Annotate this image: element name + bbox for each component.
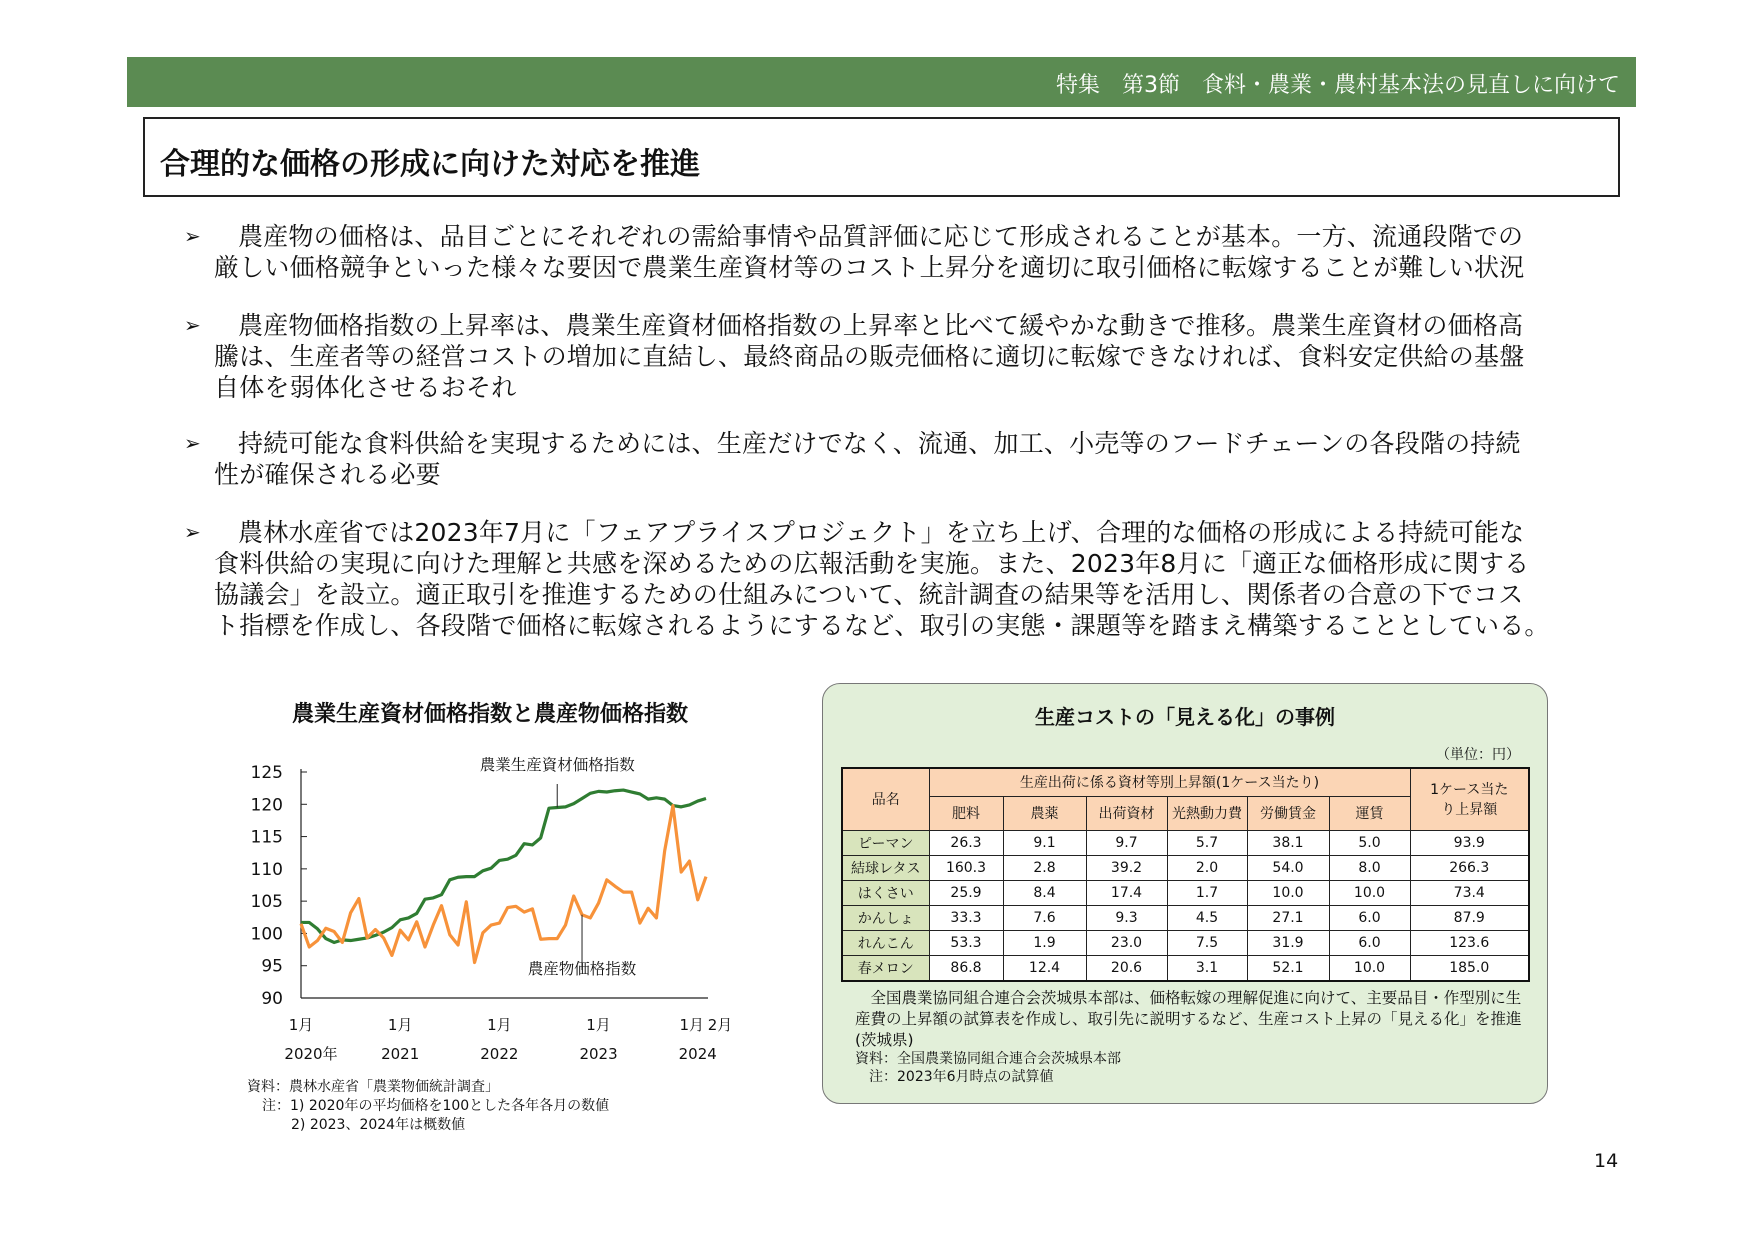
table-row <box>842 930 1529 955</box>
x-tick-month-label: 2月 <box>707 1016 733 1034</box>
value-cell: 160.3 <box>929 855 1003 880</box>
column-header: 肥料 <box>929 796 1003 830</box>
value-cell: 52.1 <box>1247 955 1329 981</box>
item-name-cell: 結球レタス <box>842 855 929 880</box>
header-item-name: 品名 <box>842 768 929 830</box>
bullet-text: 食料供給の実現に向けた理解と共感を深めるための広報活動を実施。また、2023年8月に「適正な価格形成に関する <box>214 549 1530 578</box>
x-tick-year-label: 2024 <box>678 1045 717 1063</box>
column-header: 農薬 <box>1003 796 1086 830</box>
total-cell: 87.9 <box>1410 905 1529 930</box>
item-name-cell: 春メロン <box>842 955 929 981</box>
value-cell: 2.8 <box>1003 855 1086 880</box>
x-tick-month-label: 1月 <box>288 1016 314 1034</box>
value-cell: 10.0 <box>1329 955 1410 981</box>
series-line-input-price-index <box>301 790 706 942</box>
table-row <box>842 855 1529 880</box>
value-cell: 12.4 <box>1003 955 1086 981</box>
value-cell: 27.1 <box>1247 905 1329 930</box>
bullet-arrow-icon: ➢ <box>184 224 201 248</box>
y-tick-label: 90 <box>261 989 283 1009</box>
cost-table <box>841 767 1530 982</box>
section-title: 特集 第3節 食料・農業・農村基本法の見直しに向けて <box>1056 73 1620 98</box>
value-cell: 23.0 <box>1086 930 1167 955</box>
column-header: 出荷資材 <box>1086 796 1167 830</box>
bullet-item <box>184 517 1604 641</box>
value-cell: 8.4 <box>1003 880 1086 905</box>
value-cell: 7.6 <box>1003 905 1086 930</box>
value-cell: 8.0 <box>1329 855 1410 880</box>
value-cell: 17.4 <box>1086 880 1167 905</box>
page-number: 14 <box>1594 1150 1619 1172</box>
value-cell: 33.3 <box>929 905 1003 930</box>
value-cell: 25.9 <box>929 880 1003 905</box>
x-tick-year-label: 2023 <box>579 1045 618 1063</box>
y-tick-label: 100 <box>250 924 283 945</box>
value-cell: 26.3 <box>929 830 1003 855</box>
bullet-text: 農産物の価格は、品目ごとにそれぞれの需給事情や品質評価に応じて形成されることが基本。一方、流通段階での <box>238 222 1524 251</box>
y-tick-label: 115 <box>250 827 283 848</box>
panel-source-line: 資料：全国農業協同組合連合会茨城県本部 <box>855 1051 1121 1067</box>
bullet-item <box>184 221 1604 283</box>
value-cell: 31.9 <box>1247 930 1329 955</box>
bullet-arrow-icon: ➢ <box>184 313 201 337</box>
chart-note-1: 注：1) 2020年の平均価格を100とした各年各月の数値 <box>262 1098 610 1114</box>
bullet-text: 協議会」を設立。適正取引を推進するための仕組みについて、統計調査の結果等を活用し、関係者の合意の下でコス <box>214 580 1524 609</box>
column-header: 光熱動力費 <box>1167 796 1247 830</box>
column-header: 労働賃金 <box>1247 796 1329 830</box>
value-cell: 5.7 <box>1167 830 1247 855</box>
unit-label: （単位：円） <box>1436 747 1520 763</box>
total-cell: 185.0 <box>1410 955 1529 981</box>
chart-source-note: 資料：農林水産省「農業物価統計調査」 <box>247 1079 499 1095</box>
bullet-item <box>184 428 1604 490</box>
bullet-text: 自体を弱体化させるおそれ <box>214 373 517 402</box>
bullet-arrow-icon: ➢ <box>184 431 201 455</box>
series-label-input-price-index: 農業生産資材価格指数 <box>479 756 635 774</box>
table-row <box>842 905 1529 930</box>
series-label-product-price-index: 農産物価格指数 <box>527 960 637 978</box>
x-tick-month-label: 1月 <box>487 1016 512 1034</box>
panel-title: 生産コストの「見える化」の事例 <box>1035 705 1335 729</box>
value-cell: 9.7 <box>1086 830 1167 855</box>
header-total <box>1410 768 1529 830</box>
value-cell: 9.3 <box>1086 905 1167 930</box>
y-tick-label: 105 <box>250 892 283 913</box>
total-cell: 73.4 <box>1410 880 1529 905</box>
bullet-text: ト指標を作成し、各段階で価格に転嫁されるようにするなど、取引の実態・課題等を踏まえ構築することとしている。 <box>214 611 1550 640</box>
y-tick-label: 95 <box>261 956 283 977</box>
section-header-bar <box>127 57 1636 107</box>
bullet-text: 農林水産省では2023年7月に「フェアプライスプロジェクト」を立ち上げ、合理的な価格の形成による持続可能な <box>238 518 1525 547</box>
value-cell: 39.2 <box>1086 855 1167 880</box>
bullet-text: 性が確保される必要 <box>214 460 441 489</box>
column-header: 運賃 <box>1329 796 1410 830</box>
item-name-cell: れんこん <box>842 930 929 955</box>
panel-footnote: 注：2023年6月時点の試算値 <box>855 1069 1054 1085</box>
x-tick-year-label: 2020年 <box>284 1045 338 1063</box>
value-cell: 5.0 <box>1329 830 1410 855</box>
item-name-cell: はくさい <box>842 880 929 905</box>
value-cell: 54.0 <box>1247 855 1329 880</box>
x-tick-month-label: 1月 <box>679 1016 705 1034</box>
chart-note-2: 2) 2023、2024年は概数値 <box>291 1117 466 1133</box>
value-cell: 4.5 <box>1167 905 1247 930</box>
x-tick-month-label: 1月 <box>387 1016 413 1034</box>
item-name-cell: かんしょ <box>842 905 929 930</box>
x-tick-year-label: 2022 <box>480 1045 519 1063</box>
item-name-cell: ピーマン <box>842 830 929 855</box>
value-cell: 9.1 <box>1003 830 1086 855</box>
value-cell: 6.0 <box>1329 930 1410 955</box>
value-cell: 7.5 <box>1167 930 1247 955</box>
chart-title: 農業生産資材価格指数と農産物価格指数 <box>291 702 688 727</box>
value-cell: 53.3 <box>929 930 1003 955</box>
series-line-product-price-index <box>301 806 706 963</box>
header-total-label: 1ケース当たり上昇額 <box>1430 782 1509 819</box>
total-cell: 93.9 <box>1410 830 1529 855</box>
table-row <box>842 830 1529 855</box>
total-cell: 123.6 <box>1410 930 1529 955</box>
y-tick-label: 125 <box>250 763 283 783</box>
bullet-text: 騰は、生産者等の経営コストの増加に直結し、最終商品の販売価格に適切に転嫁できなければ、食料安定供給の基盤 <box>214 342 1525 371</box>
value-cell: 10.0 <box>1247 880 1329 905</box>
header-group: 生産出荷に係る資材等別上昇額(1ケース当たり) <box>929 768 1410 796</box>
value-cell: 38.1 <box>1247 830 1329 855</box>
value-cell: 1.9 <box>1003 930 1086 955</box>
bullet-text: 厳しい価格競争といった様々な要因で農業生産資材等のコスト上昇分を適切に取引価格に転嫁することが難しい状況 <box>214 253 1525 282</box>
value-cell: 3.1 <box>1167 955 1247 981</box>
bullet-text: 持続可能な食料供給を実現するためには、生産だけでなく、流通、加工、小売等のフードチェーンの各段階の持続 <box>238 429 1521 458</box>
y-tick-label: 110 <box>250 859 283 880</box>
bullet-item <box>184 310 1604 403</box>
page-title-box <box>143 117 1620 197</box>
x-tick-year-label: 2021 <box>381 1045 420 1063</box>
bullet-text: 農産物価格指数の上昇率は、農業生産資材価格指数の上昇率と比べて緩やかな動きで推移。農業生産資材の価格高 <box>238 311 1524 340</box>
value-cell: 2.0 <box>1167 855 1247 880</box>
panel-description: 全国農業協同組合連合会茨城県本部は、価格転嫁の理解促進に向けて、主要品目・作型別に生産費の上昇額の試算表を作成し、取引先に説明するなど、生産コスト上昇の「見える化」を推進(茨城県) <box>855 989 1522 1049</box>
total-cell: 266.3 <box>1410 855 1529 880</box>
table-row <box>842 880 1529 905</box>
value-cell: 20.6 <box>1086 955 1167 981</box>
table-row <box>842 955 1529 981</box>
value-cell: 86.8 <box>929 955 1003 981</box>
y-tick-label: 120 <box>250 795 283 816</box>
value-cell: 6.0 <box>1329 905 1410 930</box>
panel-source <box>855 1050 1121 1086</box>
x-tick-month-label: 1月 <box>586 1016 611 1034</box>
value-cell: 1.7 <box>1167 880 1247 905</box>
page-title: 合理的な価格の形成に向けた対応を推進 <box>160 147 700 182</box>
bullet-arrow-icon: ➢ <box>184 520 201 544</box>
value-cell: 10.0 <box>1329 880 1410 905</box>
